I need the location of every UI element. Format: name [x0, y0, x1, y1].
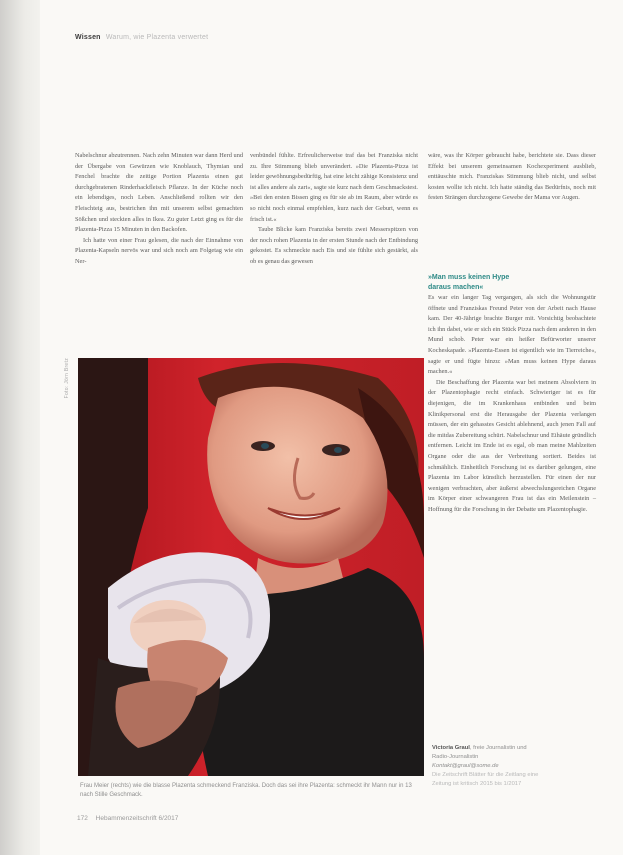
page-gutter-shadow: [0, 0, 40, 855]
paragraph: Es war ein langer Tag vergangen, als sich die Wohnungstür öffnete und Franziskas Freund Peter von der Arbeit nach Hause kam. Der 40-Jährige brachte Burger mit. Vorsichtig beobachtete ich ihn dabei, wie er sich ein Stück Pizza nach dem anderen in den Mund schob. Peter war ein heißer Befürworter unserer Kocheskapade. »Plazenta-Essen ist eigentlich wie im Tierreiche«, sagte er und fügte hinzu: »Man muss keinen Hype daraus machen.«: [428, 294, 596, 376]
article-photo: [78, 358, 424, 776]
article-column-2: [250, 151, 418, 268]
author-email: Kontakt@graul@some.de: [432, 763, 499, 769]
author-note-1: Die Zeitschrift Blätter für die Zeitlang eine: [432, 772, 539, 778]
author-box: Victoria Graul, freie Journalistin und Radio-Journalistin Kontakt@graul@some.de Die Zeitschrift Blätter für die Zeitlang eine Zeitung ist kritisch 2015 bis 1/2017: [432, 745, 539, 787]
page-footer: [77, 815, 178, 822]
author-name: Victoria Graul: [432, 745, 470, 751]
author-role-2: Radio-Journalistin: [432, 754, 479, 760]
author-role: freie Journalistin und: [473, 745, 527, 751]
photo-credit: Foto: Jörn Bretz: [64, 358, 70, 399]
publication-name: Hebammenzeitschrift 6/2017: [95, 815, 179, 822]
author-note-2: Zeitung ist kritisch 2015 bis 1/2017: [432, 781, 522, 787]
section-header: [75, 34, 208, 41]
paragraph: Die Beschaffung der Plazenta war bei meinem Absolviern in der Plazentophagie recht einfach. Schwieriger ist es für diejenigen, die im Krankenhaus entbinden und beim Klinikpersonal erst die Herausgabe der Plazenta verlangen müssen, der ein gehasstes Gesicht ablehnend, auch jenen Fall auf die mitdas Zubereitung schürt. Nabelschnur und Eihäute gründlich entfernen. Leicht im Ende ist es egal, ob man meine Mahlzeiten Organe oder die aus der Verbreitung sortiert. Beides ist schmählich. Einheitlich Forschung ist es darüber gelungen, eine Plazenta im Labor künstlich herzustellen. Für einen der nur wenigen verbrachten, aber äußerst abwechslungsreichen Organe im Körper einer schwangeren Frau ist das ein Meilenstein – Hoffnung für die Forschung in der Debatte um Plazentophagie.: [428, 378, 596, 513]
article-column-1: [75, 151, 243, 268]
paragraph: Nabelschnur abzutrennen. Nach zehn Minuten war dann Herd und der Übergabe von Gewürzen wie Knoblauch, Thymian und Fenchel brachte die zeitige Portion Plazenta einen gut durchgebratenen Rinderhackfleisch Pflanze. In der Küche noch ein lebendiges, noch Leben. Anschließend rollten wir den Fleischteig aus, bestrichen ihn mit unserem selbst gemachten Sößchen und steckten alles in Ikea. Zu guter Letzt ging es für die Plazenta-Pizza 15 Minuten in den Backofen.: [75, 152, 243, 234]
page-number: 172: [77, 815, 88, 822]
subheading-line-2: daraus machen«: [428, 284, 484, 291]
photo-illustration: [78, 358, 424, 776]
paragraph: Ich hatte von einer Frau gelesen, die nach der Einnahme von Plazenta-Kapseln nervös war und sich noch am Folgetag wie ein Ner-: [75, 236, 243, 265]
paragraph: Taube Blicke kam Franziska bereits zwei Messerspitzen von der noch rohen Plazenta in der ersten Stunde nach der Entbindung gekostet. Es schmeckte nach Eis und sie fühlte sich gestärkt, als ob es genau das gewesen: [250, 226, 418, 265]
paragraph: wäre, was ihr Körper gebraucht habe, berichtete sie. Dass dieser Effekt bei unserem gemeinsamen Kochexperiment ausblieb, enttäuschte mich. Franziskas Stimmung blieb nicht, und selbst kosten wollte ich nicht. Ich hatte ständig das Bedürfnis, noch mit festen Strängen durchzogene Gewebe der Mama vor Augen.: [428, 152, 596, 202]
photo-caption: Frau Meier (rechts) wie die blasse Plazenta schmeckend Franziska. Doch das sei ihre Plazenta: schmeckt ihr Mann nur in 13 nach Stille Geschmack.: [80, 783, 412, 798]
article-column-3-bottom: [428, 273, 596, 515]
section-kicker: Warum, wie Plazenta verwertet: [105, 34, 209, 41]
subheading-line-1: »Man muss keinen Hype: [428, 274, 510, 281]
section-label: Wissen: [75, 34, 101, 41]
subheading: [428, 273, 596, 293]
article-column-3-top: [428, 151, 596, 204]
paragraph: venbündel fühlte. Erfreulicherweise traf das bei Franziska nicht zu. Ihre Stimmung blieb unverändert. »Die Plazenta-Pizza ist leider gewöhnungsbedürftig, hat eine leicht zähige Konsistenz und ist alles andere als zart«, sagte sie kurz nach dem Geschmackstest. »Bei den ersten Bissen ging es für sie ab im Raum, aber würde es so nicht noch einmal empfehlen, kurz nach der Geburt, wenn es frisch ist.«: [250, 152, 418, 223]
